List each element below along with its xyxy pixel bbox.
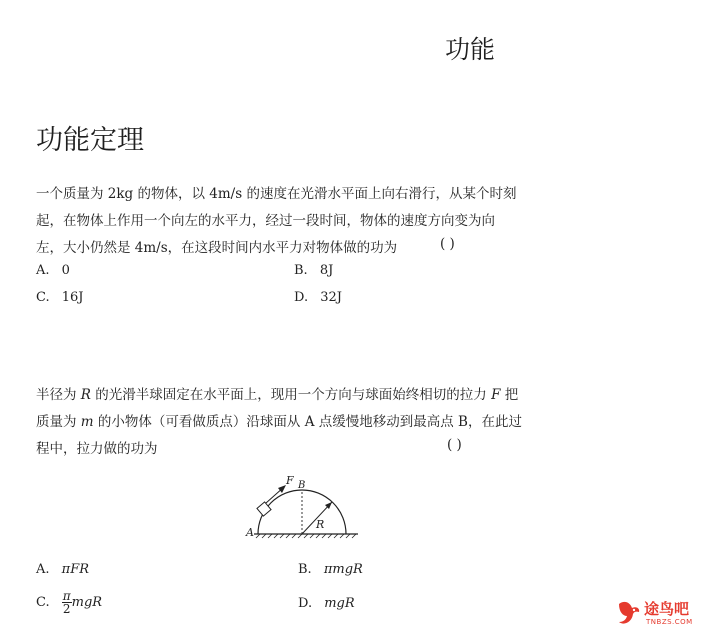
q2-option-b-text: πmgR	[323, 562, 363, 577]
q2-option-c-denominator: 2	[62, 602, 71, 616]
q2-option-c-numerator: π	[62, 589, 71, 603]
q2-option-a-letter: A.	[36, 562, 50, 577]
q1-option-d-letter: D.	[294, 290, 309, 305]
q1-option-a	[36, 263, 70, 278]
q2-symbol-r: R	[80, 387, 91, 403]
label-b: B	[298, 480, 306, 491]
section-title: 功能定理	[36, 125, 144, 156]
q1-option-a-text: 0	[61, 263, 70, 278]
watermark	[616, 596, 712, 632]
q1-option-c-letter: C.	[36, 290, 50, 305]
q1-option-b	[294, 263, 333, 278]
q2-line-1-part-a: 半径为	[36, 387, 81, 403]
q2-option-c	[36, 590, 102, 615]
q2-line-2-part-a: 质量为	[36, 414, 81, 430]
watermark-text: 途鸟吧	[644, 600, 690, 618]
q2-option-b	[298, 562, 363, 577]
q2-line-1-part-c: 把	[500, 387, 519, 403]
label-a: A	[246, 526, 254, 539]
q2-line-1	[36, 383, 518, 403]
q2-option-a	[36, 562, 89, 577]
bird-logo-icon	[616, 598, 642, 628]
page-title: 功能	[445, 35, 496, 64]
q2-option-c-text: mgR	[71, 595, 103, 610]
q2-option-a-text: πFR	[61, 562, 90, 577]
q2-symbol-f: F	[491, 387, 501, 403]
q2-option-c-letter: C.	[36, 595, 50, 610]
watermark-subtext: TNBZS.COM	[646, 618, 693, 626]
q2-option-b-letter: B.	[298, 562, 312, 577]
q2-line-1-part-b: 的光滑半球固定在水平面上，现用一个方向与球面始终相切的拉力	[90, 387, 492, 403]
q1-line-1: 一个质量为 2kg 的物体，以 4m/s 的速度在光滑水平面上向右滑行，从某个时刻	[36, 186, 517, 202]
q2-symbol-m: m	[80, 414, 94, 430]
q1-option-d	[294, 290, 342, 305]
label-r: R	[316, 518, 325, 531]
q2-line-2-part-b: 的小物体（可看做质点）沿球面从 A 点缓慢地移动到最高点 B，在此过	[93, 414, 522, 430]
q1-option-d-text: 32J	[320, 290, 342, 305]
q1-line-2: 起，在物体上作用一个向左的水平力，经过一段时间，物体的速度方向变为向	[36, 213, 495, 229]
q1-option-a-letter: A.	[36, 263, 50, 278]
q2-answer-paren: ( )	[447, 437, 462, 453]
q2-option-c-fraction	[62, 590, 72, 615]
label-f: F	[286, 474, 294, 487]
q2-option-d-text: mgR	[324, 596, 355, 611]
q2-option-d	[298, 596, 355, 611]
q2-line-3: 程中，拉力做的功为	[36, 441, 158, 457]
q1-line-3: 左，大小仍然是 4m/s，在这段时间内水平力对物体做的功为	[36, 240, 398, 256]
q2-option-d-letter: D.	[298, 596, 313, 611]
q1-option-c	[36, 290, 84, 305]
hemisphere-figure	[240, 472, 360, 542]
q1-option-b-letter: B.	[294, 263, 308, 278]
q2-line-2	[36, 410, 522, 430]
q1-answer-paren: ( )	[440, 236, 455, 252]
q1-option-c-text: 16J	[61, 290, 84, 305]
q1-option-b-text: 8J	[319, 263, 334, 278]
